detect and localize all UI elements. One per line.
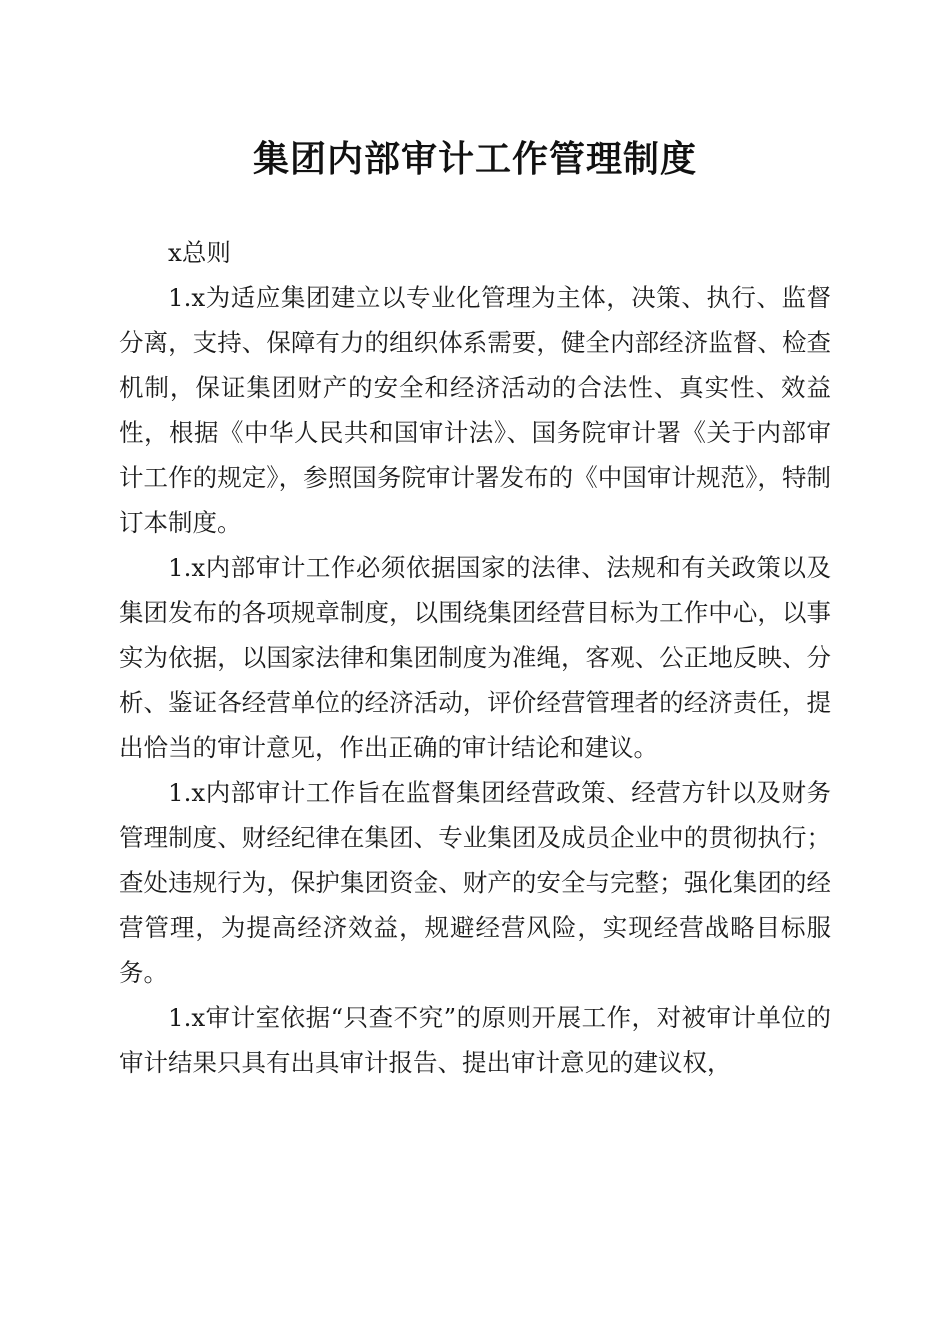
section-heading: x总则 — [168, 238, 231, 267]
paragraph-3: 1.x内部审计工作旨在监督集团经营政策、经营方针以及财务管理制度、财经纪律在集团、专业集团及成员企业中的贯彻执行；查处违规行为，保护集团资金、财产的安全与完整；强化集团的经营管理，为提高经济效益，规避经营风险，实现经营战略目标服务。 — [119, 778, 831, 987]
paragraph-2: 1.x内部审计工作必须依据国家的法律、法规和有关政策以及集团发布的各项规章制度，以围绕集团经营目标为工作中心，以事实为依据，以国家法律和集团制度为准绳，客观、公正地反映、分析、鉴证各经营单位的经济活动，评价经营管理者的经济责任，提出恰当的审计意见，作出正确的审计结论和建议。 — [119, 553, 831, 762]
paragraph-4: 1.x审计室依据“只查不究”的原则开展工作，对被审计单位的审计结果只具有出具审计报告、提出审计意见的建议权， — [119, 1003, 831, 1077]
document-title: 集团内部审计工作管理制度 — [252, 138, 697, 180]
paragraph-1: 1.x为适应集团建立以专业化管理为主体，决策、执行、监督分离，支持、保障有力的组织体系需要，健全内部经济监督、检查机制，保证集团财产的安全和经济活动的合法性、真实性、效益性，根据《中华人民共和国审计法》、国务院审计署《关于内部审计工作的规定》，参照国务院审计署发布的《中国审计规范》，特制订本制度。 — [119, 283, 831, 537]
document-body — [119, 230, 831, 1085]
